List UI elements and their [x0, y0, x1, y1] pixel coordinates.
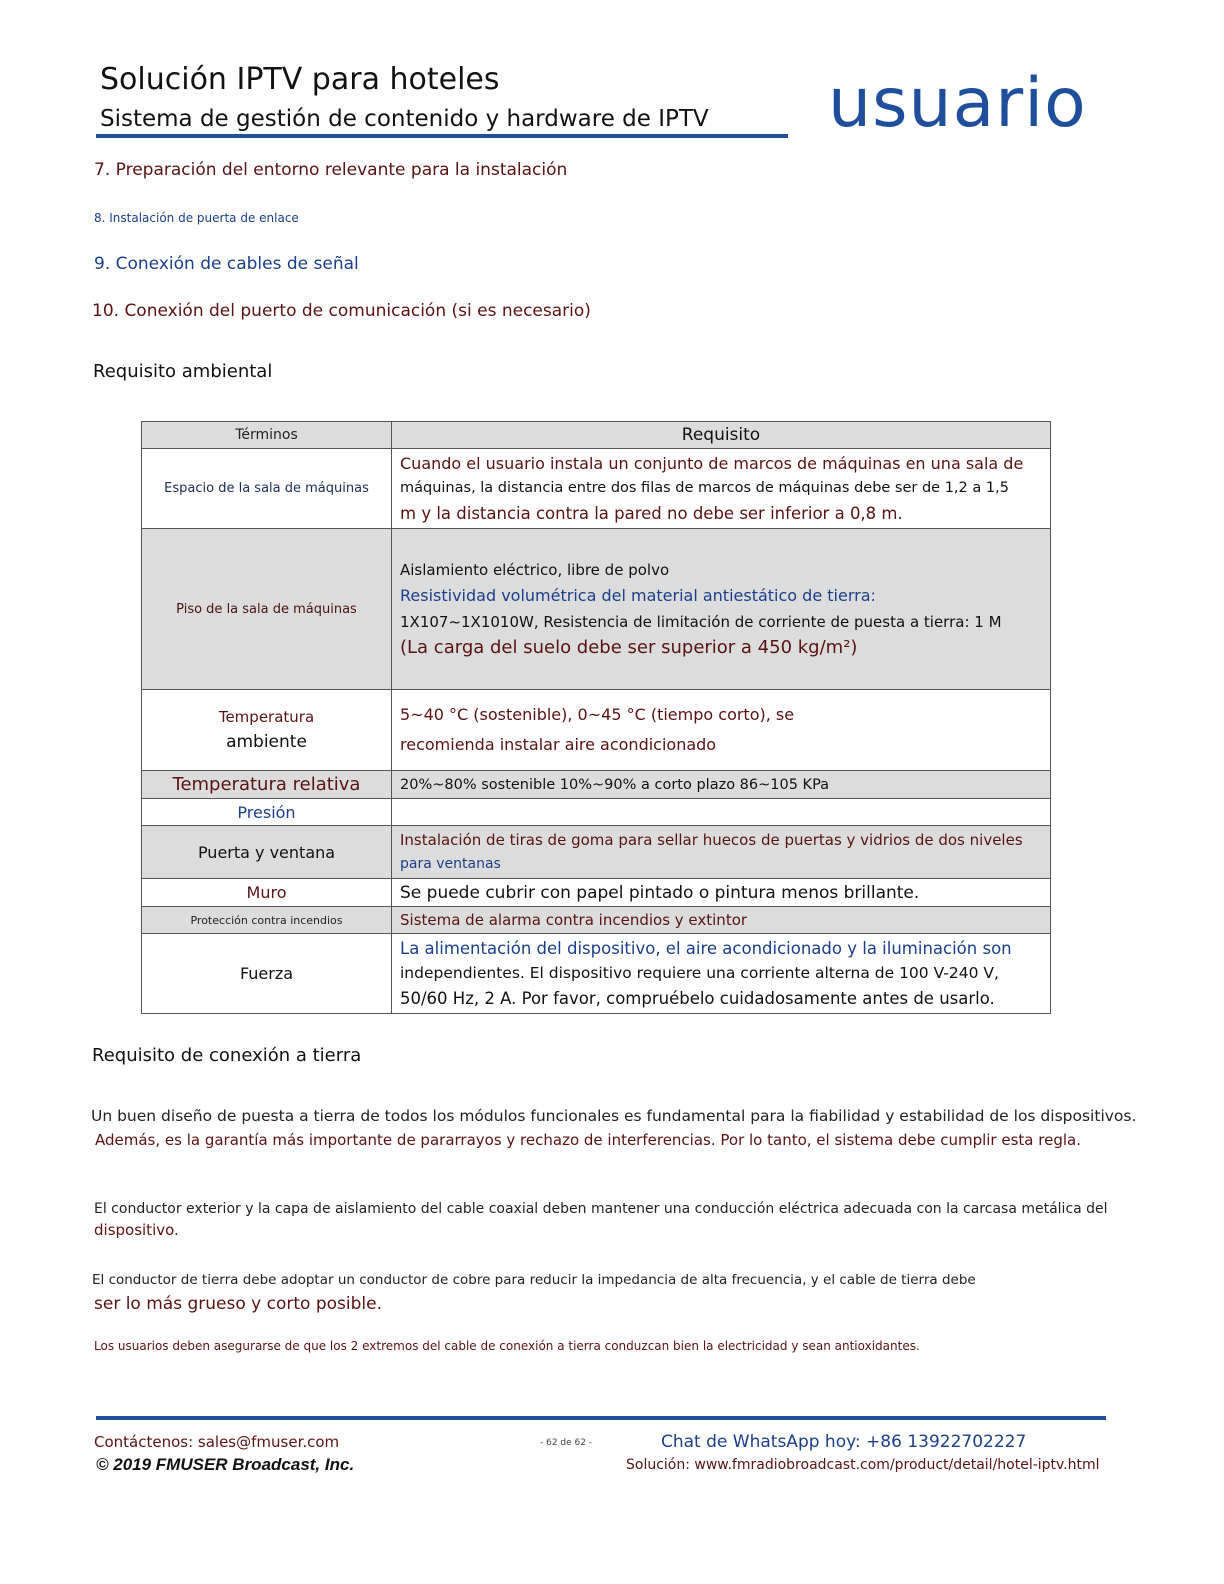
- paragraph-line: El conductor exterior y la capa de aislamiento del cable coaxial deben mantener una conducción eléctrica adecuada con la carcasa metálica del: [94, 1201, 1108, 1217]
- requirement-line: 1X107~1X1010W, Resistencia de limitación de corriente de puesta a tierra: 1 M: [400, 613, 1002, 631]
- header-divider: [96, 134, 788, 138]
- term-cell: Piso de la sala de máquinas: [142, 529, 392, 690]
- requirement-cell: 20%~80% sostenible 10%~90% a corto plazo 86~105 KPa: [392, 771, 1051, 799]
- requirement-line: Aislamiento eléctrico, libre de polvo: [400, 561, 670, 579]
- requirement-line: recomienda instalar aire acondicionado: [400, 735, 717, 754]
- paragraph-line: El conductor de tierra debe adoptar un conductor de cobre para reducir la impedancia de alta frecuencia, y el cable de tierra debe: [92, 1272, 976, 1288]
- table-row: [142, 799, 1051, 826]
- term-line: ambiente: [226, 732, 307, 752]
- grounding-section-title: Requisito de conexión a tierra: [92, 1045, 362, 1066]
- grounding-paragraph-3: [92, 1268, 976, 1316]
- grounding-paragraph-1: [91, 1104, 1136, 1152]
- requirement-line: 5~40 °C (sostenible), 0~45 °C (tiempo corto), se: [400, 705, 795, 724]
- table-row: [142, 934, 1051, 1014]
- footer-solution-link[interactable]: Solución: www.fmradiobroadcast.com/product/detail/hotel-iptv.html: [626, 1457, 1100, 1473]
- table-row: [142, 826, 1051, 879]
- requirement-cell: [392, 826, 1051, 879]
- footer-whatsapp: Chat de WhatsApp hoy: +86 13922702227: [661, 1432, 1027, 1452]
- term-cell: Fuerza: [142, 934, 392, 1014]
- requirement-line: para ventanas: [400, 856, 501, 872]
- term-cell: Protección contra incendios: [142, 907, 392, 934]
- requirement-cell: [392, 934, 1051, 1014]
- header-terms: Términos: [142, 422, 392, 449]
- term-cell: Temperatura relativa: [142, 771, 392, 799]
- paragraph-line: ser lo más grueso y corto posible.: [94, 1294, 382, 1314]
- step-8: 8. Instalación de puerta de enlace: [94, 211, 299, 225]
- environment-section-title: Requisito ambiental: [93, 361, 273, 382]
- term-line: Temperatura: [218, 708, 315, 726]
- term-cell: Presión: [142, 799, 392, 826]
- brand-logo: usuario: [828, 64, 1087, 143]
- footer-contact: Contáctenos: sales@fmuser.com: [94, 1433, 340, 1451]
- requirement-line: Resistividad volumétrica del material antiestático de tierra:: [400, 586, 876, 605]
- term-cell: Muro: [142, 879, 392, 907]
- footer-copyright: © 2019 FMUSER Broadcast, Inc.: [96, 1455, 355, 1474]
- header-requirement: Requisito: [392, 422, 1051, 449]
- requirement-line: (La carga del suelo debe ser superior a 450 kg/m²): [400, 637, 858, 658]
- paragraph-line: Un buen diseño de puesta a tierra de todos los módulos funcionales es fundamental para la fiabilidad y estabilidad de los dispositivos.: [91, 1107, 1137, 1125]
- table-row: [142, 907, 1051, 934]
- requirement-cell: [392, 529, 1051, 690]
- paragraph-line: Además, es la garantía más importante de pararrayos y rechazo de interferencias. Por lo tanto, el sistema debe cumplir esta regla.: [95, 1131, 1081, 1149]
- footer-page-number: - 62 de 62 -: [540, 1438, 593, 1448]
- table-row: [142, 690, 1051, 771]
- requirement-line: m y la distancia contra la pared no debe ser inferior a 0,8 m.: [400, 504, 903, 523]
- term-cell: [142, 690, 392, 771]
- requirement-line: Instalación de tiras de goma para sellar huecos de puertas y vidrios de dos niveles: [400, 831, 1023, 849]
- step-7: 7. Preparación del entorno relevante para la instalación: [94, 160, 568, 180]
- grounding-paragraph-4: Los usuarios deben asegurarse de que los 2 extremos del cable de conexión a tierra conduzcan bien la electricidad y sean antioxidantes.: [94, 1339, 920, 1353]
- requirement-cell: Se puede cubrir con papel pintado o pintura menos brillante.: [392, 879, 1051, 907]
- term-cell: Puerta y ventana: [142, 826, 392, 879]
- requirement-cell: [392, 690, 1051, 771]
- requirement-cell: Sistema de alarma contra incendios y extintor: [392, 907, 1051, 934]
- requirement-line: independientes. El dispositivo requiere una corriente alterna de 100 V-240 V,: [400, 964, 999, 982]
- page-title: Solución IPTV para hoteles: [100, 62, 500, 97]
- requirement-line: Cuando el usuario instala un conjunto de marcos de máquinas en una sala de: [400, 454, 1024, 473]
- requirement-cell: [392, 449, 1051, 529]
- table-row: [142, 879, 1051, 907]
- footer-divider: [96, 1416, 1106, 1420]
- paragraph-line: dispositivo.: [94, 1221, 179, 1239]
- requirement-cell: [392, 799, 1051, 826]
- page-subtitle: Sistema de gestión de contenido y hardware de IPTV: [100, 106, 709, 132]
- step-9: 9. Conexión de cables de señal: [94, 254, 359, 274]
- term-cell: Espacio de la sala de máquinas: [142, 449, 392, 529]
- grounding-paragraph-2: [94, 1199, 1108, 1241]
- requirement-line: máquinas, la distancia entre dos filas de marcos de máquinas debe ser de 1,2 a 1,5: [400, 480, 1009, 496]
- table-row: [142, 529, 1051, 690]
- table-header-row: [142, 422, 1051, 449]
- table-row: [142, 771, 1051, 799]
- table-row: [142, 449, 1051, 529]
- requirement-line: 50/60 Hz, 2 A. Por favor, compruébelo cuidadosamente antes de usarlo.: [400, 989, 995, 1008]
- step-10: 10. Conexión del puerto de comunicación (si es necesario): [92, 301, 591, 321]
- environment-table: [141, 421, 1051, 1014]
- requirement-line: La alimentación del dispositivo, el aire acondicionado y la iluminación son: [400, 939, 1012, 958]
